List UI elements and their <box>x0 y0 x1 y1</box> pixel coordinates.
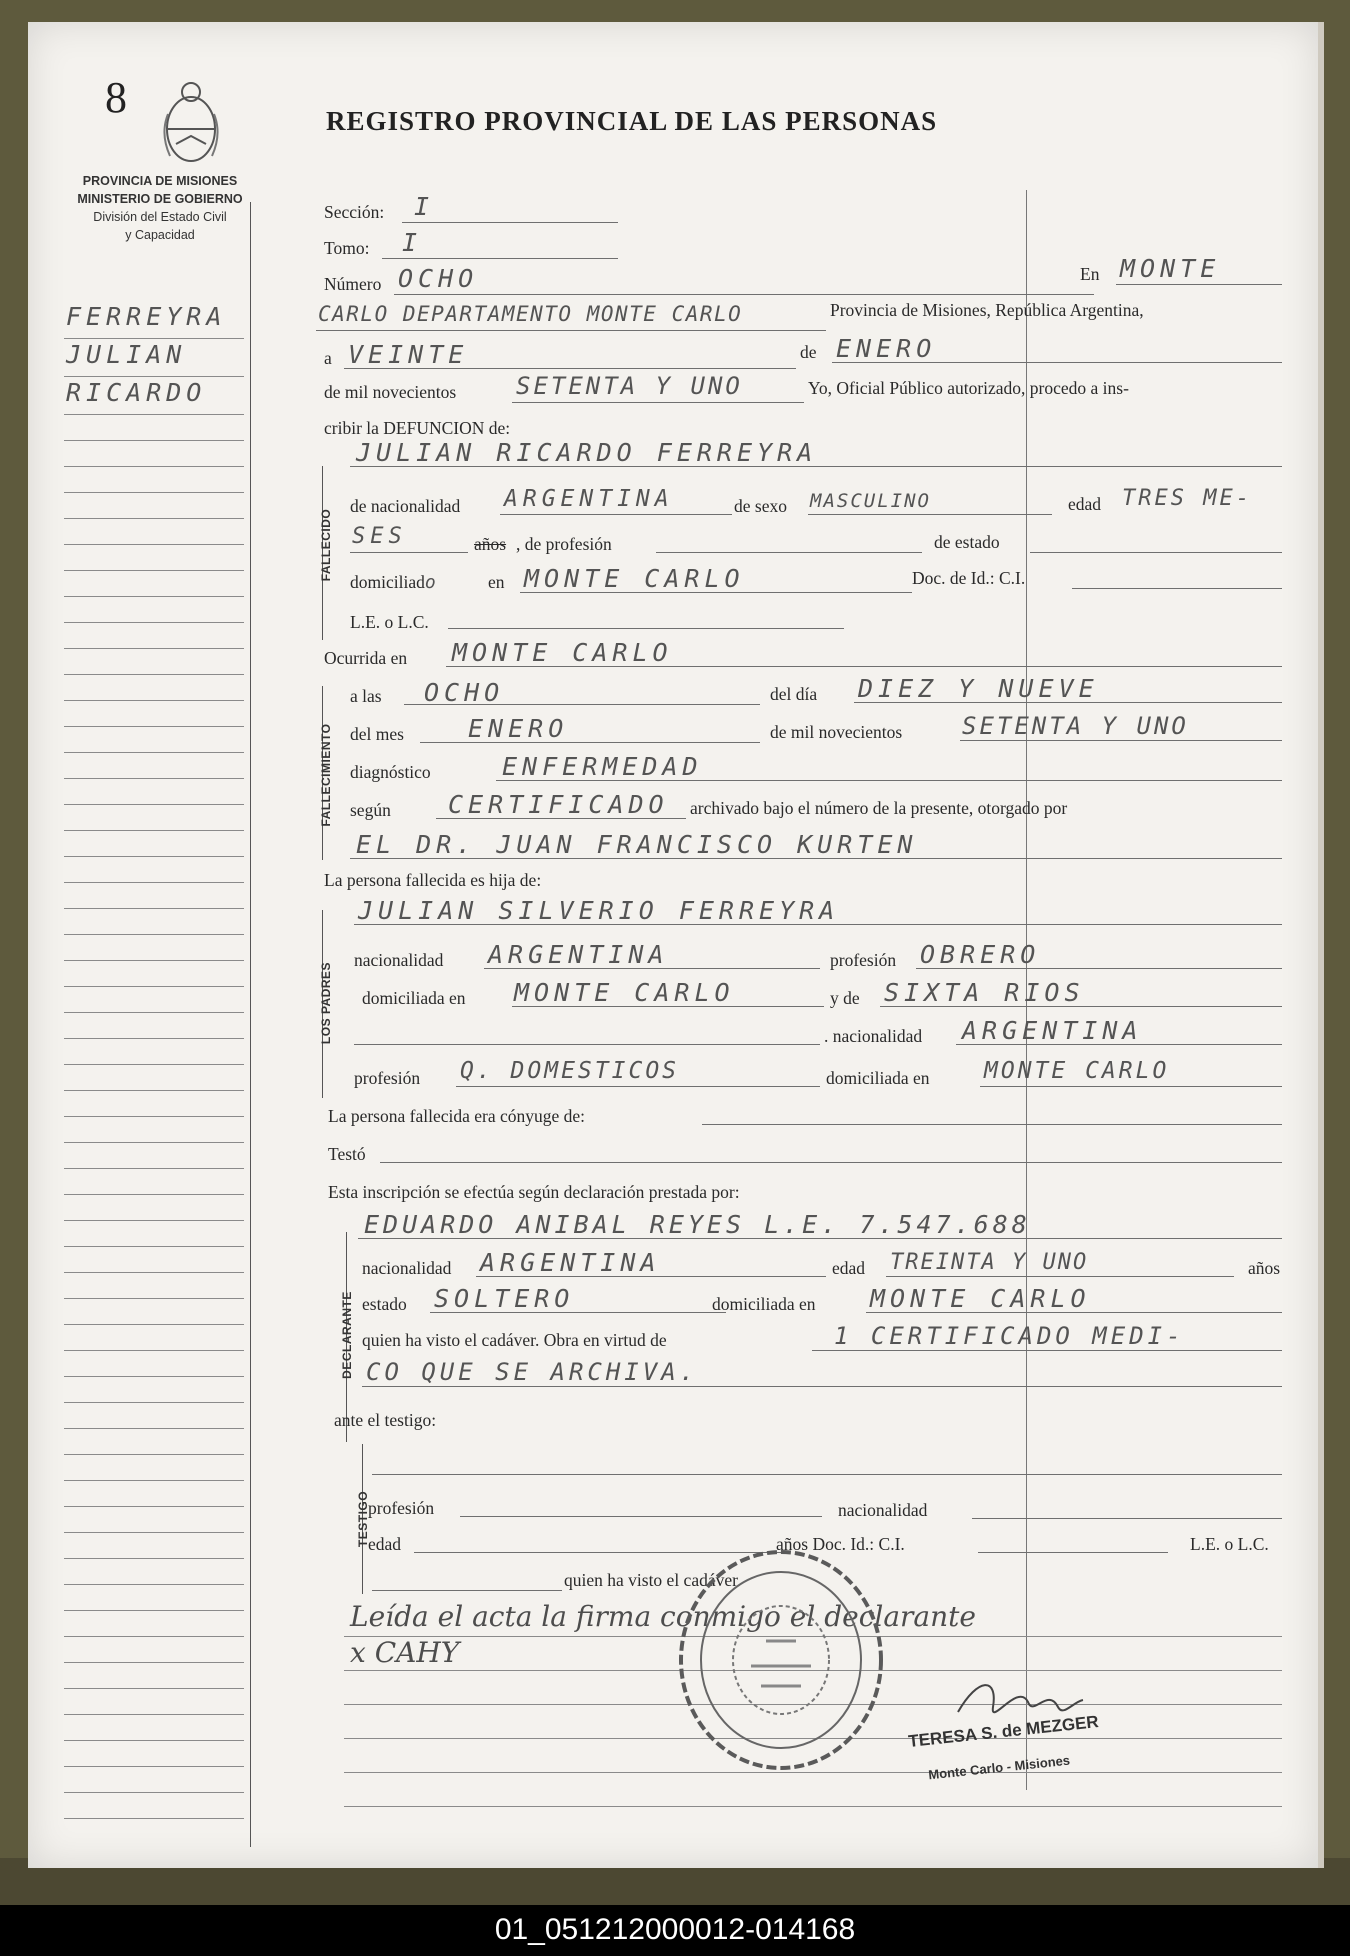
sexo-label: de sexo <box>734 496 787 516</box>
padre-dom-value: MONTE CARLO <box>514 978 735 1007</box>
en-value: MONTE <box>1120 254 1221 283</box>
fallecimiento-mil-value: SETENTA Y UNO <box>962 712 1189 740</box>
padre-prof-label: profesión <box>830 950 897 970</box>
madre-name: SIXTA RIOS <box>884 978 1085 1007</box>
declarante-cadaver-text: quien ha visto el cadáver. Obra en virtud de <box>362 1330 667 1350</box>
archivado-text: archivado bajo el número de la presente, otorgado por <box>690 798 1068 818</box>
padres-side-label: LOS PADRES <box>319 961 333 1045</box>
le-lc-label: L.E. o L.C. <box>350 612 429 632</box>
conyuge-text: La persona fallecida era cónyuge de: <box>328 1106 586 1126</box>
ocurrida-label: Ocurrida en <box>324 648 408 668</box>
testo-text: Testó <box>328 1144 366 1164</box>
domicilio-value: MONTE CARLO <box>524 564 745 593</box>
coat-of-arms-icon <box>156 74 226 172</box>
issuer-header <box>70 172 250 244</box>
fallecimiento-mil-label: de mil novecientos <box>770 722 903 742</box>
seccion-label: Sección: <box>324 202 385 222</box>
stamp-place: Monte Carlo - Misiones <box>927 1752 1071 1783</box>
header-capacidad: y Capacidad <box>125 228 195 242</box>
doc-id-label: Doc. de Id.: C.I. <box>912 568 1026 588</box>
declarante-name: EDUARDO ANIBAL REYES L.E. 7.547.688 <box>364 1210 1031 1239</box>
dia-label: del día <box>770 684 818 704</box>
header-ministry: MINISTERIO DE GOBIERNO <box>77 192 243 206</box>
anos-label: años <box>474 534 507 554</box>
domicilio-en: en <box>488 572 505 592</box>
declarante-side-label: DECLARANTE <box>340 1291 354 1379</box>
madre-prof-value: Q. DOMESTICOS <box>460 1058 680 1084</box>
padre-nac-label: nacionalidad <box>354 950 444 970</box>
mil-label: de mil novecientos <box>324 382 457 402</box>
margin-divider <box>250 202 251 1847</box>
closing-handwriting-continued: x CAHY <box>350 1636 460 1669</box>
inscripcion-text: Esta inscripción se efectúa según declaración prestada por: <box>328 1182 740 1202</box>
fallecido-nac-value: ARGENTINA <box>504 486 674 512</box>
domicilio-label <box>350 572 437 593</box>
domicilio-suffix: o <box>424 572 437 593</box>
mil-value: SETENTA Y UNO <box>516 372 743 400</box>
scan-footer <box>0 1905 1350 1956</box>
declarante-edad-label: edad <box>832 1258 866 1278</box>
fallecido-side-label: FALLECIDO <box>319 508 333 582</box>
seccion-value: I <box>414 192 435 221</box>
fallecido-nac-label: de nacionalidad <box>350 496 461 516</box>
padre-name: JULIAN SILVERIO FERREYRA <box>358 896 840 925</box>
hija-text: La persona fallecida es hija de: <box>324 870 542 890</box>
scan-id: 01_051212000012-014168 <box>494 1913 856 1946</box>
testigo-side-label: TESTIGO <box>356 1490 370 1548</box>
declarante-nac-label: nacionalidad <box>362 1258 452 1278</box>
mes-value: ENERO <box>468 714 569 743</box>
doctor-value: EL DR. JUAN FRANCISCO KURTEN <box>356 830 918 859</box>
edad-label: edad <box>1068 494 1102 514</box>
a-las-value: OCHO <box>424 678 505 707</box>
a-value: VEINTE <box>348 340 469 369</box>
madre-dom-label: domiciliada en <box>826 1068 930 1088</box>
declarante-dom-value: MONTE CARLO <box>870 1284 1091 1313</box>
declarante-nac-value: ARGENTINA <box>480 1248 661 1277</box>
de-label: de <box>800 342 817 362</box>
edad-value-continued: SES <box>352 524 407 549</box>
de-value: ENERO <box>836 334 937 363</box>
header-province: PROVINCIA DE MISIONES <box>82 174 238 188</box>
testigo-edad-label: edad <box>368 1534 402 1554</box>
stamp-name: TERESA S. de MEZGER <box>907 1712 1100 1751</box>
dia-value: DIEZ Y NUEVE <box>858 674 1099 703</box>
header-division: División del Estado Civil <box>93 210 227 224</box>
a-label: a <box>324 348 332 368</box>
numero-value: OCHO <box>398 264 479 293</box>
declarante-estado-value: SOLTERO <box>434 1284 575 1313</box>
testigo-cadaver-text: quien ha visto el cadáver <box>564 1570 738 1590</box>
segun-value: CERTIFICADO <box>448 790 669 819</box>
closing-handwriting: Leída el acta la firma conmigo el declarante <box>350 1600 976 1633</box>
padre-nac-value: ARGENTINA <box>488 940 669 969</box>
testigo-anos-doc-label: años Doc. Id.: C.I. <box>776 1534 905 1554</box>
domicilio-label-text: domiciliad <box>350 572 425 592</box>
margin-first-name: JULIAN <box>66 340 187 369</box>
fallecimiento-side-label: FALLECIMIENTO <box>319 723 333 827</box>
official-seal-icon <box>676 1546 886 1774</box>
declarante-obra-value-continued: CO QUE SE ARCHIVA. <box>366 1358 699 1386</box>
fallecido-name: JULIAN RICARDO FERREYRA <box>356 438 818 467</box>
page-edge <box>1318 22 1324 1868</box>
declarante-obra-value: 1 CERTIFICADO MEDI- <box>834 1322 1185 1350</box>
madre-prof-label: profesión <box>354 1068 421 1088</box>
margin-surname: FERREYRA <box>66 302 227 331</box>
padre-prof-value: OBRERO <box>920 940 1041 969</box>
cribir-text: cribir la DEFUNCION de: <box>324 418 511 438</box>
oficial-text: Yo, Oficial Público autorizado, procedo a ins- <box>808 378 1129 398</box>
margin-second-name: RICARDO <box>66 378 207 407</box>
madre-dom-value: MONTE CARLO <box>984 1058 1170 1084</box>
page-title: REGISTRO PROVINCIAL DE LAS PERSONAS <box>326 106 938 136</box>
testigo-le-lc-label: L.E. o L.C. <box>1190 1534 1269 1554</box>
tomo-label: Tomo: <box>324 238 370 258</box>
diagnostico-label: diagnóstico <box>350 762 431 782</box>
testigo-prof-label: profesión <box>368 1498 435 1518</box>
testigo-nac-label: nacionalidad <box>838 1500 928 1520</box>
declarante-estado-label: estado <box>362 1294 407 1314</box>
ante-testigo-text: ante el testigo: <box>334 1410 437 1430</box>
en-label: En <box>1080 264 1100 284</box>
a-las-label: a las <box>350 686 382 706</box>
register-page <box>28 22 1318 1868</box>
declarante-dom-label: domiciliada en <box>712 1294 816 1314</box>
declarante-anos-label: años <box>1248 1258 1281 1278</box>
tomo-value: I <box>402 228 423 257</box>
ocurrida-value: MONTE CARLO <box>452 638 673 667</box>
numero-label: Número <box>324 274 382 294</box>
sexo-value: MASCULINO <box>810 490 931 512</box>
declarante-edad-value: TREINTA Y UNO <box>890 1250 1089 1275</box>
madre-nac-label: . nacionalidad <box>824 1026 923 1046</box>
madre-nac-value: ARGENTINA <box>962 1016 1143 1045</box>
diagnostico-value: ENFERMEDAD <box>502 752 703 781</box>
provincia-text: Provincia de Misiones, República Argentina, <box>830 300 1144 320</box>
estado-label: de estado <box>934 532 1000 552</box>
place-value: CARLO DEPARTAMENTO MONTE CARLO <box>318 302 743 326</box>
page-number: 8 <box>105 73 127 122</box>
padre-dom-label: domiciliada en <box>362 988 466 1008</box>
mes-label: del mes <box>350 724 404 744</box>
y-de-label: y de <box>830 988 860 1008</box>
edad-value: TRES ME- <box>1122 486 1252 511</box>
profesion-label: , de profesión <box>516 534 612 554</box>
segun-label: según <box>350 800 391 820</box>
